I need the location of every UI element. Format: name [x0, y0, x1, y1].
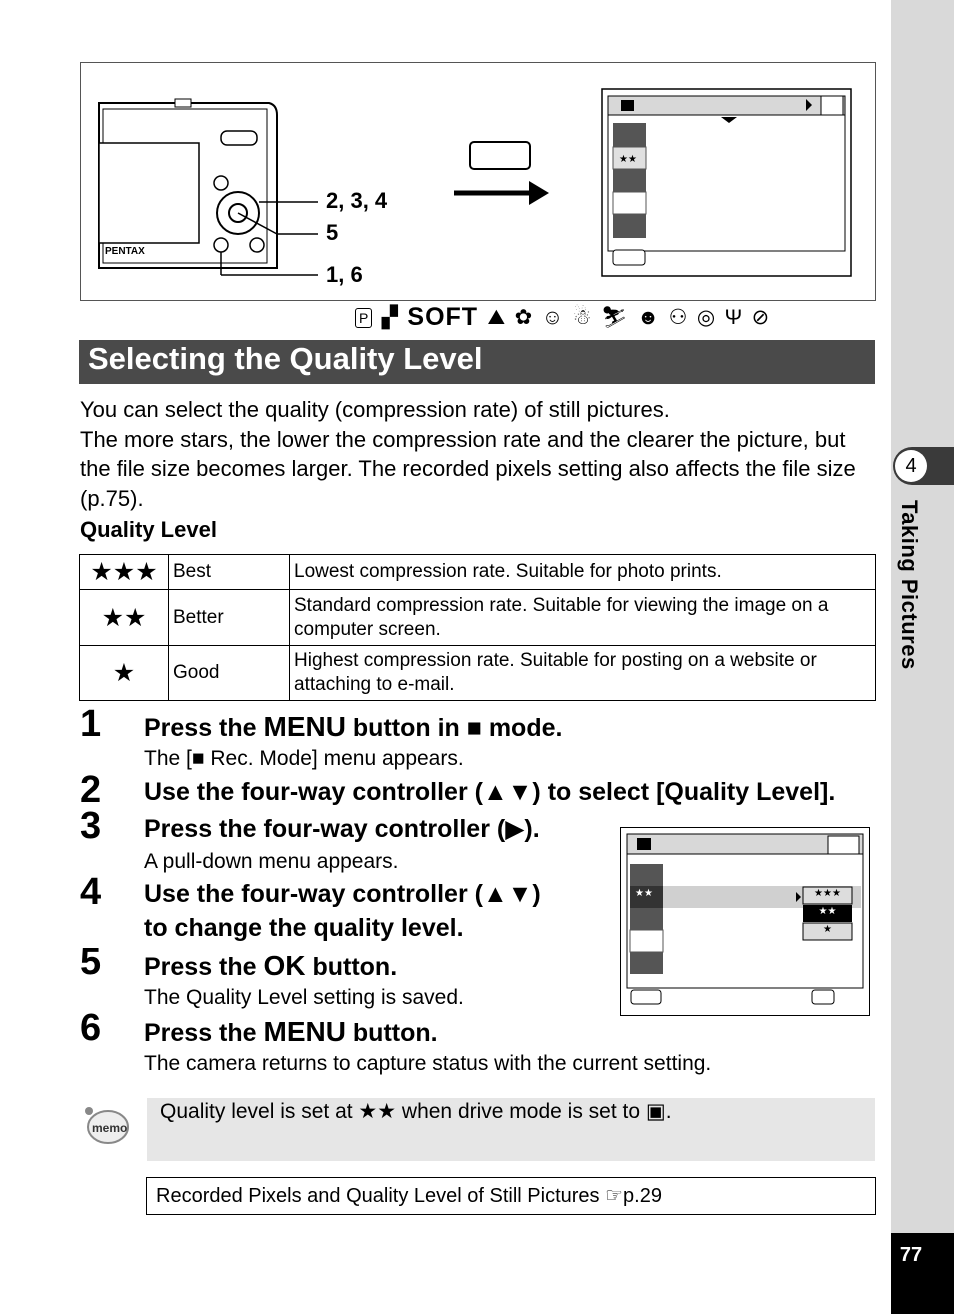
- drive-mode-icon: ▣: [645, 1100, 666, 1123]
- mode-icons-row: [355, 303, 875, 333]
- description-cell: Lowest compression rate. Suitable for photo prints.: [290, 555, 876, 590]
- step-number: 6: [80, 1007, 102, 1049]
- menu-key-icon: [470, 142, 530, 169]
- fireworks-icon: ◎: [696, 306, 716, 329]
- stars-cell: ★: [80, 646, 169, 701]
- stars-cell: ★★: [80, 590, 169, 646]
- quality-level-table: [79, 554, 876, 701]
- quality-pulldown-screen: [620, 827, 870, 1016]
- step-heading: to change the quality level.: [144, 914, 464, 942]
- step-heading: Press the four-way controller (▶).: [144, 815, 540, 843]
- table-heading: Quality Level: [80, 517, 217, 542]
- menu-icon-column: [630, 864, 663, 974]
- svg-text:memo: memo: [92, 1121, 128, 1135]
- reference-link[interactable]: Recorded Pixels and Quality Level of Still Pictures ☞p.29: [156, 1185, 662, 1207]
- menu-key-label: MENU: [263, 1016, 346, 1047]
- playback-button: [214, 176, 228, 190]
- step-description: The [■ Rec. Mode] menu appears.: [144, 747, 464, 770]
- snow-icon: ☃: [572, 306, 592, 329]
- soft-mode-icon: SOFT: [407, 303, 479, 331]
- setup-tab-icon: [828, 836, 859, 854]
- description-cell: Highest compression rate. Suitable for posting on a website or attaching to e-mail.: [290, 646, 876, 701]
- program-mode-icon: P: [355, 308, 372, 328]
- quality-option: ★: [823, 924, 832, 935]
- table-row: [80, 646, 876, 701]
- section-title: Selecting the Quality Level: [88, 341, 483, 376]
- night-scene-icon: ▞: [381, 306, 398, 329]
- camera-tab-icon: [637, 838, 651, 850]
- pet-icon: ⚇: [668, 306, 688, 329]
- step-number: 2: [80, 769, 102, 811]
- svg-text:★★: ★★: [619, 154, 637, 165]
- callout-steps-1-6: 1, 6: [326, 262, 363, 287]
- step-number: 1: [80, 703, 102, 745]
- quality-name-cell: Best: [169, 555, 290, 590]
- lcd-screen: [99, 143, 199, 243]
- ok-key-label: OK: [263, 950, 306, 981]
- callout-steps-2-3-4: 2, 3, 4: [326, 188, 388, 213]
- step-heading: Use the four-way controller (▲▼) to select [Quality Level].: [144, 778, 836, 806]
- zoom-button: [221, 131, 257, 145]
- camera-icon: ■: [191, 747, 205, 770]
- step-heading: Use the four-way controller (▲▼): [144, 880, 541, 908]
- description-cell: Standard compression rate. Suitable for viewing the image on a computer screen.: [290, 590, 876, 646]
- camera-icon: ■: [466, 714, 482, 742]
- right-arrow-icon: [529, 181, 549, 205]
- quality-option: ★★: [818, 906, 837, 917]
- intro-paragraph: The more stars, the lower the compression rate and the clearer the picture, but the file size becomes larger. The recorded pixels setting also affects the file size (p.75).: [80, 426, 856, 511]
- stars-cell: ★★★: [80, 555, 169, 590]
- menu-button: [214, 238, 228, 252]
- quality-name-cell: Good: [169, 646, 290, 701]
- step-number: 4: [80, 871, 102, 913]
- sport-icon: ⛷: [600, 305, 628, 329]
- step-number: 5: [80, 941, 102, 983]
- food-icon: Ψ: [724, 305, 743, 329]
- flower-icon: ✿: [514, 306, 533, 329]
- menu-icon-column: [613, 123, 646, 238]
- step-heading: Press the MENU button in ■ mode.: [144, 711, 563, 742]
- portrait-icon: ☺: [541, 305, 564, 329]
- delete-button: [250, 238, 264, 252]
- chapter-number: 4: [895, 450, 927, 482]
- step-description: The camera returns to capture status with the current setting.: [144, 1052, 712, 1075]
- step-description: The Quality Level setting is saved.: [144, 986, 464, 1009]
- callout-step-5: 5: [326, 220, 339, 245]
- camera-tab-icon: [621, 100, 634, 111]
- chapter-title: Taking Pictures: [897, 500, 922, 670]
- menu-key-label: MENU: [263, 711, 346, 742]
- step-description: A pull-down menu appears.: [144, 850, 399, 873]
- step-heading: Press the MENU button.: [144, 1016, 438, 1047]
- camera-illustration: [80, 62, 876, 301]
- memo-icon: [81, 1103, 129, 1145]
- intro-text: [80, 395, 875, 513]
- table-row: [80, 555, 876, 590]
- quality-name-cell: Better: [169, 590, 290, 646]
- camera-diagram: [81, 63, 875, 300]
- brand-logo: PENTAX: [105, 246, 145, 257]
- memo-text: Quality level is set at ★★ when drive mode is set to ▣.: [160, 1100, 672, 1123]
- selected-quality-value: ★★: [635, 888, 653, 899]
- frame-composite-icon: ⊘: [751, 306, 770, 329]
- step-heading: Press the OK button.: [144, 950, 398, 981]
- kids-icon: ☻: [637, 305, 660, 329]
- table-row: [80, 590, 876, 646]
- setup-tab-icon: [821, 96, 843, 115]
- intro-paragraph: You can select the quality (compression rate) of still pictures.: [80, 397, 670, 422]
- page-number: 77: [899, 1244, 923, 1266]
- landscape-icon: ⛰: [487, 305, 506, 329]
- step-number: 3: [80, 805, 102, 847]
- quality-option: ★★★: [814, 888, 841, 899]
